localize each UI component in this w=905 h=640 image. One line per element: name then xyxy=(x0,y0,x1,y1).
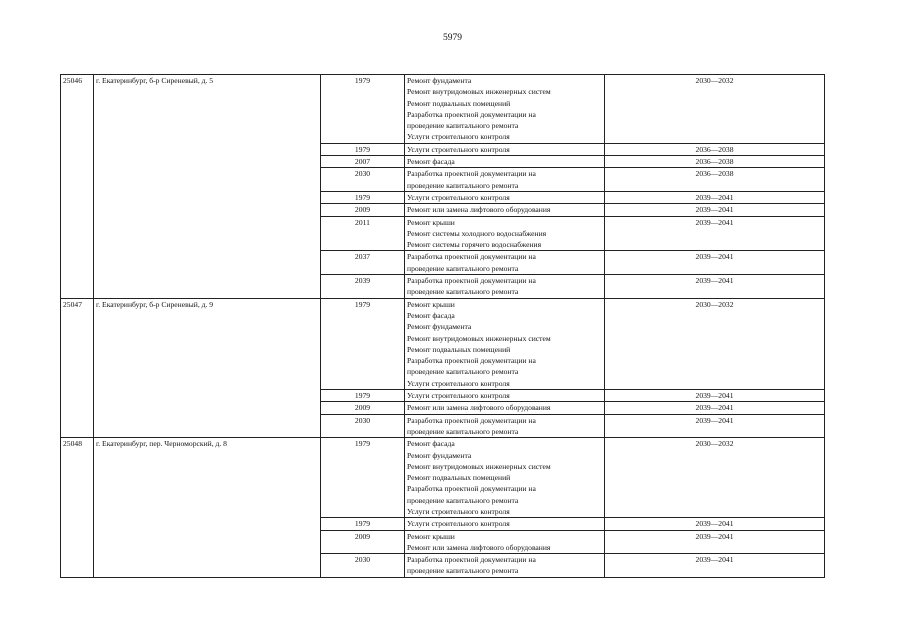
work-type: проведение капитального ремонта xyxy=(407,367,519,377)
page-number: 5979 xyxy=(443,33,462,43)
work-type: Ремонт внутридомовых инженерных систем xyxy=(407,461,551,471)
year-cell: 2037 xyxy=(321,251,405,275)
period-cell: 2036—2038 xyxy=(605,156,825,168)
period-cell: 2036—2038 xyxy=(605,143,825,155)
period-cell: 2030—2032 xyxy=(605,438,825,518)
work-type: Разработка проектной документации на xyxy=(407,252,536,262)
table-row xyxy=(61,438,825,518)
work-types-cell xyxy=(405,143,605,155)
year-cell: 1979 xyxy=(321,390,405,402)
work-types-cell xyxy=(405,204,605,216)
work-types-cell xyxy=(405,168,605,192)
work-type: Ремонт фасада xyxy=(407,439,455,449)
work-types-cell xyxy=(405,518,605,530)
work-types-cell xyxy=(405,156,605,168)
year-cell: 1979 xyxy=(321,298,405,389)
work-type: Ремонт фундамента xyxy=(407,322,472,332)
work-type: Услуги строительного контроля xyxy=(407,506,510,516)
repair-schedule-table xyxy=(60,74,825,578)
work-type: Услуги строительного контроля xyxy=(407,391,510,401)
work-type: Услуги строительного контроля xyxy=(407,378,510,388)
house-id: 25047 xyxy=(61,298,94,438)
period-cell: 2030—2032 xyxy=(605,298,825,389)
period-cell: 2039—2041 xyxy=(605,390,825,402)
period-cell: 2039—2041 xyxy=(605,402,825,414)
work-type: Ремонт подвальных помещений xyxy=(407,98,511,108)
work-type: Разработка проектной документации на xyxy=(407,484,536,494)
work-types-cell xyxy=(405,402,605,414)
work-type: Разработка проектной документации на xyxy=(407,276,536,286)
year-cell: 2011 xyxy=(321,216,405,251)
work-types-cell xyxy=(405,216,605,251)
work-type: Разработка проектной документации на xyxy=(407,109,536,119)
year-cell: 2039 xyxy=(321,275,405,299)
work-type: Ремонт системы холодного водоснабжения xyxy=(407,228,547,238)
year-cell: 2030 xyxy=(321,414,405,438)
work-type: проведение капитального ремонта xyxy=(407,426,519,436)
year-cell: 2009 xyxy=(321,204,405,216)
work-type: Ремонт или замена лифтового оборудования xyxy=(407,205,551,215)
work-types-cell xyxy=(405,554,605,578)
work-type: Разработка проектной документации на xyxy=(407,555,536,565)
period-cell: 2039—2041 xyxy=(605,275,825,299)
year-cell: 1979 xyxy=(321,518,405,530)
work-type: Ремонт подвальных помещений xyxy=(407,344,511,354)
year-cell: 2030 xyxy=(321,554,405,578)
work-type: проведение капитального ремонта xyxy=(407,180,519,190)
work-type: Услуги строительного контроля xyxy=(407,192,510,202)
period-cell: 2039—2041 xyxy=(605,204,825,216)
house-id: 25048 xyxy=(61,438,94,578)
year-cell: 2030 xyxy=(321,168,405,192)
work-type: Ремонт фасада xyxy=(407,157,455,167)
year-cell: 1979 xyxy=(321,438,405,518)
work-type: Ремонт внутридомовых инженерных систем xyxy=(407,87,551,97)
house-address: г. Екатеринбург, пер. Черноморский, д. 8 xyxy=(94,438,321,578)
year-cell: 1979 xyxy=(321,75,405,144)
work-type: Ремонт подвальных помещений xyxy=(407,473,511,483)
work-type: Ремонт фундамента xyxy=(407,450,472,460)
work-type: Ремонт внутридомовых инженерных систем xyxy=(407,333,551,343)
work-type: Разработка проектной документации на xyxy=(407,356,536,366)
work-type: проведение капитального ремонта xyxy=(407,566,519,576)
work-type: Ремонт крыши xyxy=(407,531,455,541)
work-type: проведение капитального ремонта xyxy=(407,287,519,297)
work-type: Ремонт или замена лифтового оборудования xyxy=(407,403,551,413)
period-cell: 2039—2041 xyxy=(605,554,825,578)
year-cell: 1979 xyxy=(321,191,405,203)
period-cell: 2039—2041 xyxy=(605,518,825,530)
period-cell: 2039—2041 xyxy=(605,530,825,554)
work-type: проведение капитального ремонта xyxy=(407,495,519,505)
work-type: проведение капитального ремонта xyxy=(407,121,519,131)
work-type: Услуги строительного контроля xyxy=(407,144,510,154)
year-cell: 2009 xyxy=(321,402,405,414)
work-types-cell xyxy=(405,438,605,518)
work-types-cell xyxy=(405,251,605,275)
work-type: проведение капитального ремонта xyxy=(407,263,519,273)
work-type: Ремонт или замена лифтового оборудования xyxy=(407,542,551,552)
year-cell: 1979 xyxy=(321,143,405,155)
period-cell: 2039—2041 xyxy=(605,251,825,275)
work-type: Услуги строительного контроля xyxy=(407,132,510,142)
house-address: г. Екатеринбург, б-р Сиреневый, д. 5 xyxy=(94,75,321,299)
house-address: г. Екатеринбург, б-р Сиреневый, д. 9 xyxy=(94,298,321,438)
year-cell: 2007 xyxy=(321,156,405,168)
work-type: Ремонт крыши xyxy=(407,299,455,309)
work-types-cell xyxy=(405,275,605,299)
work-type: Разработка проектной документации на xyxy=(407,415,536,425)
table-row xyxy=(61,298,825,389)
work-type: Ремонт системы горячего водоснабжения xyxy=(407,240,542,250)
period-cell: 2036—2038 xyxy=(605,168,825,192)
period-cell: 2039—2041 xyxy=(605,216,825,251)
work-types-cell xyxy=(405,75,605,144)
house-id: 25046 xyxy=(61,75,94,299)
work-types-cell xyxy=(405,414,605,438)
work-type: Ремонт фундамента xyxy=(407,76,472,85)
work-type: Услуги строительного контроля xyxy=(407,519,510,529)
period-cell: 2030—2032 xyxy=(605,75,825,144)
work-types-cell xyxy=(405,390,605,402)
work-types-cell xyxy=(405,298,605,389)
work-types-cell xyxy=(405,530,605,554)
work-type: Разработка проектной документации на xyxy=(407,169,536,179)
table-body xyxy=(61,75,825,578)
period-cell: 2039—2041 xyxy=(605,191,825,203)
period-cell: 2039—2041 xyxy=(605,414,825,438)
year-cell: 2009 xyxy=(321,530,405,554)
work-types-cell xyxy=(405,191,605,203)
table-row xyxy=(61,75,825,144)
work-type: Ремонт крыши xyxy=(407,217,455,227)
work-type: Ремонт фасада xyxy=(407,310,455,320)
